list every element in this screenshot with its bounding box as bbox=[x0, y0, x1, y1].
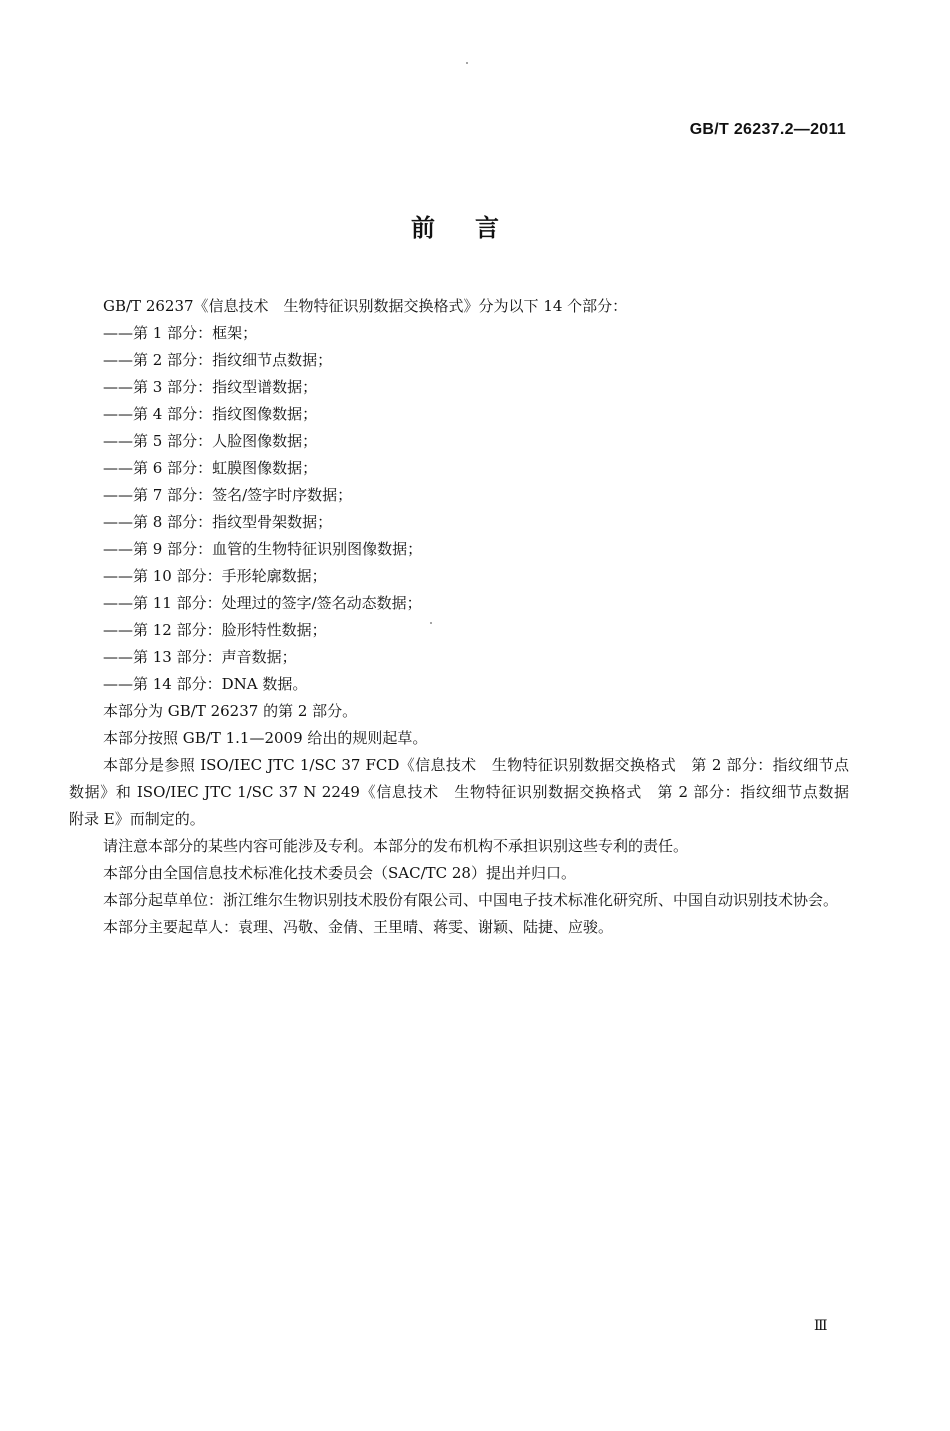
drafting-rules-paragraph: 本部分按照 GB/T 1.1—2009 给出的规则起草。 bbox=[103, 729, 428, 747]
list-item: ——第 10 部分：手形轮廓数据； bbox=[103, 567, 327, 585]
scan-speck bbox=[466, 62, 468, 64]
list-item: ——第 1 部分：框架； bbox=[103, 324, 258, 342]
proposer-paragraph: 本部分由全国信息技术标准化技术委员会（SAC/TC 28）提出并归口。 bbox=[103, 864, 576, 882]
list-item: ——第 12 部分：脸形特性数据； bbox=[103, 621, 327, 639]
drafting-units-paragraph: 本部分起草单位：浙江维尔生物识别技术股份有限公司、中国电子技术标准化研究所、中国自动识别技术协会。 bbox=[103, 891, 839, 909]
page-title: 前言 bbox=[411, 214, 539, 242]
list-item: ——第 7 部分：签名/签字时序数据； bbox=[103, 486, 353, 504]
foreword-body bbox=[69, 293, 865, 941]
reference-paragraph: 本部分是参照 ISO/IEC JTC 1/SC 37 FCD《信息技术 生物特征识别数据交换格式 第 2 部分：指纹细节点数据》和 ISO/IEC JTC 1/SC 37 N 2249《信息技术 生物特征识别数据交换格式 第 2 部分：指纹细节点数据 附录 E》而制定的。 bbox=[69, 756, 865, 828]
parts-list bbox=[69, 320, 849, 698]
list-item: ——第 4 部分：指纹图像数据； bbox=[103, 405, 318, 423]
list-item: ——第 9 部分：血管的生物特征识别图像数据； bbox=[103, 540, 423, 558]
list-item: ——第 11 部分：处理过的签字/签名动态数据； bbox=[103, 594, 422, 612]
drafters-paragraph: 本部分主要起草人：袁理、冯敬、金倩、王里晴、蒋雯、谢颖、陆捷、应骏。 bbox=[103, 918, 614, 936]
list-item: ——第 13 部分：声音数据； bbox=[103, 648, 297, 666]
part-statement-paragraph: 本部分为 GB/T 26237 的第 2 部分。 bbox=[103, 702, 358, 720]
list-item: ——第 3 部分：指纹型谱数据； bbox=[103, 378, 318, 396]
patent-notice-paragraph: 请注意本部分的某些内容可能涉及专利。本部分的发布机构不承担识别这些专利的责任。 bbox=[103, 837, 689, 855]
list-item: ——第 14 部分：DNA 数据。 bbox=[103, 675, 308, 693]
page-number: Ⅲ bbox=[814, 1318, 828, 1334]
standard-number: GB/T 26237.2—2011 bbox=[689, 121, 846, 138]
list-item: ——第 5 部分：人脸图像数据； bbox=[103, 432, 318, 450]
list-item: ——第 2 部分：指纹细节点数据； bbox=[103, 351, 333, 369]
intro-paragraph: GB/T 26237《信息技术 生物特征识别数据交换格式》分为以下 14 个部分： bbox=[103, 297, 628, 315]
list-item: ——第 8 部分：指纹型骨架数据； bbox=[103, 513, 333, 531]
list-item: ——第 6 部分：虹膜图像数据； bbox=[103, 459, 318, 477]
